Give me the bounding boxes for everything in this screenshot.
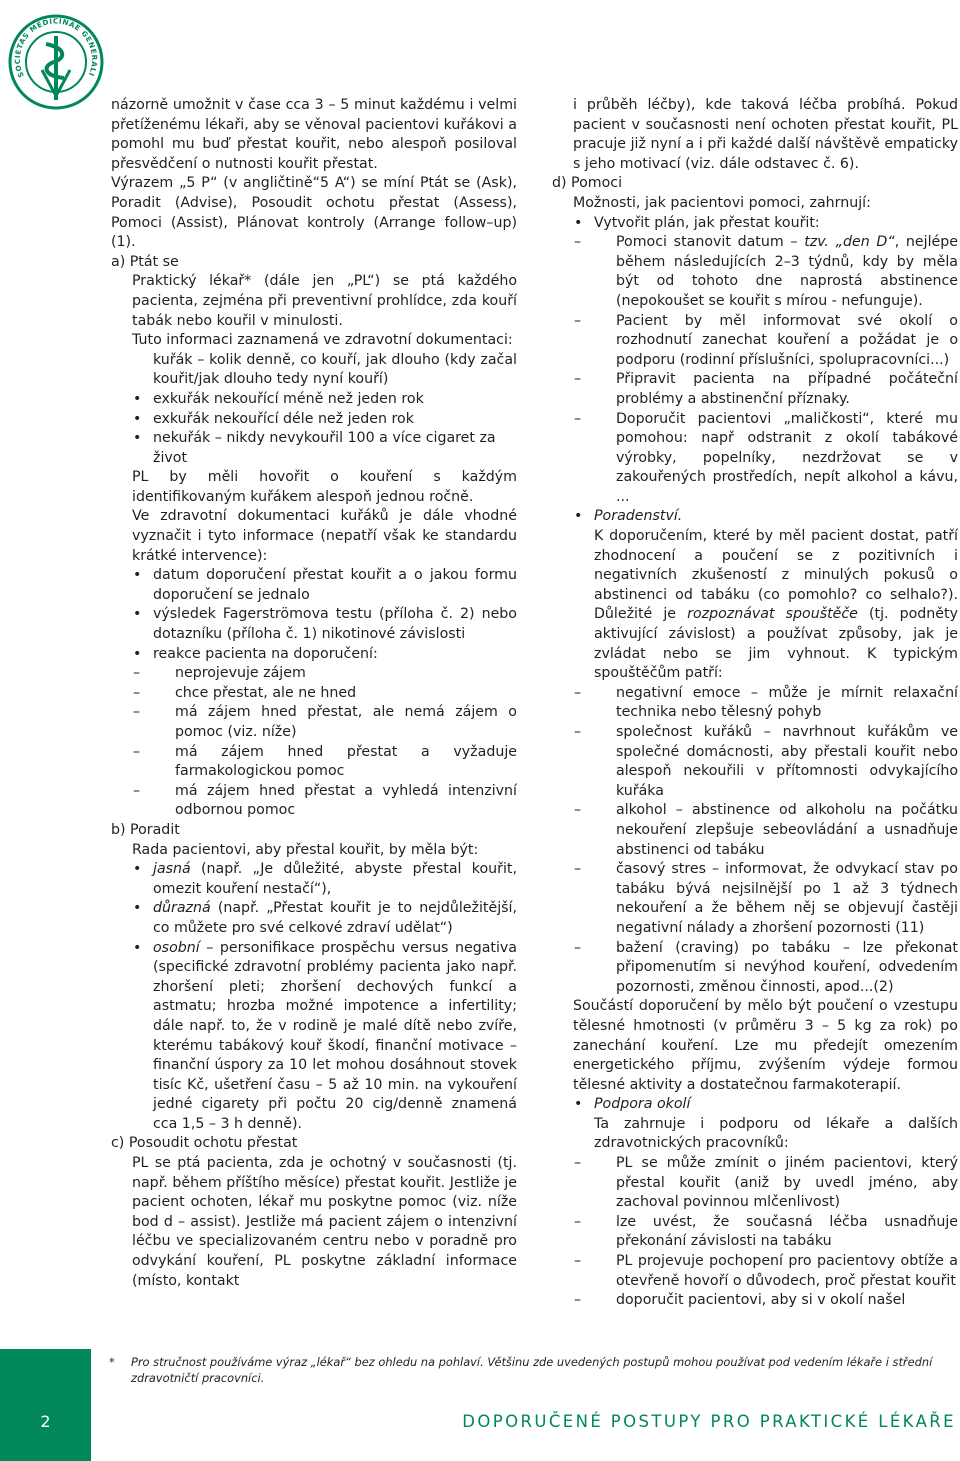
section-heading: c) Posoudit ochotu přestat [111,1135,298,1152]
paragraph: i průběh léčby), kde taková léčba probíhá. Pokud pacient v současnosti není ochoten přestat kouřit, PL pracuje již nyní a i při každé další návštěvě empaticky s jeho motivací (viz. dále odstavec č. 6). [573,97,958,172]
list-item: – doporučit pacientovi, aby si v okolí našel [552,1291,958,1311]
emphasis: jasná [153,861,191,878]
list-item-text: , nejlépe během následujících 2–3 týdnů, kdy by měla být od tohoto dne naprostá abstinence (nepokoušet se kouřit s mírou - nefunguje). [616,234,958,309]
list-item: • exkuřák nekouřící déle než jeden rok [111,410,517,430]
list-item [552,1095,958,1115]
emphasis: tzv. „den D“ [804,234,895,251]
list-item: • datum doporučení přestat kouřit a o jakou formu doporučení se jednalo [111,566,517,605]
list-item: – alkohol – abstinence od alkoholu na počátku nekouření zlepšuje sebeovládání a usnadňuje abstinenci od tabáku [552,801,958,860]
list-item: – PL se může zmínit o jiném pacientovi, který přestal kouřit (aniž by uvedl jméno, aby zachoval povinnou mlčenlivost) [552,1154,958,1213]
list-item-text: (např. „Je důležité, abyste přestal kouřit, omezit kouření nestačí“), [153,861,517,897]
list-item: – má zájem hned přestat a vyžaduje farmakologickou pomoc [111,743,517,782]
list-item: – časový stres – informovat, že odvykací stav po tabáku bývá nejsilnější po 1 až 3 týdnech nekouření a že během něj se objevují častěji negativní nálady a zhoršení pozornosti (11) [552,860,958,938]
paragraph [552,527,958,684]
paragraph-text: K doporučením, které by měl pacient dostat, patří zhodnocení a poučení se z pozitivních i negativních zkušeností z minulých pokusů o abstinenci od tabáku (co pomohlo? co selhalo?). Důležité je [594,528,958,623]
list-item: – bažení (craving) po tabáku – lze překonat připomenutím si nevýhod kouření, odvedením pozornosti, změnou činnosti, apod...(2) [552,939,958,998]
footnote-mark: * [109,1355,115,1369]
list-item-text: (např. „Přestat kouřit je to nejdůležitější, co můžete pro své celkové zdraví udělat“) [153,900,517,936]
footnote [111,1354,956,1386]
footer-title: DOPORUČENÉ POSTUPY PRO PRAKTICKÉ LÉKAŘE [462,1412,956,1431]
list-item: • nekuřák – nikdy nevykouřil 100 a více cigaret za život [111,429,517,468]
paragraph: názorně umožnit v čase cca 3 – 5 minut každému i velmi přetíženému lékaři, aby se věnoval pacientovi kuřákovi a pomohl mu buď přestat kouřit, nebo alespoň posiloval přesvědčení o nutnosti kouřit přestat. [111,97,517,172]
list-item-text: – personifikace prospěchu versus negativa (specifické zdravotní problémy pacienta jako např. zhoršení pleti; zhoršení dechových funkcí a astmatu; hrozba možné impotence a infertility; dále např. to, že v rodině je malé dítě nebo zvíře, kterému tabákový kouř škodí, finanční motivace – finanční úspory za 10 let mohou dosáhnout stovek tisíc Kč, ušetření času – 5 až 10 min. na vykouření jedné cigarety při počtu 20 cig/denně znamená cca 1,5 – 3 h denně). [153,939,517,1132]
page-number: 2 [40,1412,51,1431]
list-item [111,860,517,899]
list-item: – má zájem hned přestat a vyhledá intenzivní odbornou pomoc [111,782,517,821]
list-item: kuřák – kolik denně, co kouří, jak dlouho (kdy začal kouřit/jak dlouho tedy nyní kouří) [153,351,517,388]
paragraph: PL se ptá pacienta, zda je ochotný v současnosti (tj. např. během příštího měsíce) přestat kouřit. Jestliže je pacient ochoten, lékař mu poskytne pomoc (viz. níže bod d – assist). Jestliže má pacient zájem o intenzivní léčbu ve specializovaném centru nebo v poradně pro odvykání kouření, PL poskytne základní informace (místo, kontakt [132,1155,517,1289]
list-item: – neprojevuje zájem [111,664,517,684]
paragraph: Součástí doporučení by mělo být poučení o vzestupu tělesné hmotnosti (v průměru 3 – 5 kg za rok) po zanechání kouření. Lze mu předejít omezením energetického příjmu, zvýšením výdeje formou tělesné aktivity a dostatečnou farmakoterapií. [573,998,958,1093]
paragraph: Možnosti, jak pacientovi pomoci, zahrnují: [573,194,871,211]
list-item [552,233,958,311]
page-number-bar [0,1349,91,1461]
right-column [552,96,958,1311]
paragraph: Výrazem „5 P“ (v angličtině“5 A“) se míní Ptát se (Ask), Poradit (Advise), Posoudit ochotu přestat (Assess), Pomoci (Assist), Plánovat kontroly (Arrange follow–up) (1). [111,175,517,251]
list-item: • exkuřák nekouřící méně než jeden rok [111,390,517,410]
list-item: – Připravit pacienta na případné počáteční problémy a abstinenční příznaky. [552,370,958,409]
list-item: – společnost kuřáků – navrhnout kuřákům ve společné domácnosti, aby přestali kouřit nebo alespoň nekouřili v přítomnosti odvykajícího kuřáka [552,723,958,801]
svg-text:SOCIETAS MEDICINAE GENERALIS B: SOCIETAS MEDICINAE GENERALI [12,16,100,79]
list-item [111,939,517,1135]
section-heading: b) Poradit [111,821,180,838]
paragraph: PL by měli hovořit o kouření s každým identifikovaným kuřákem alespoň jednou ročně. [132,469,517,505]
list-item: • Vytvořit plán, jak přestat kouřit: [552,214,958,234]
section-heading: a) Ptát se [111,253,179,270]
footnote-text: Pro stručnost používáme výraz „lékař“ bez ohledu na pohlaví. Většinu zde uvedených postupů mohou používat pod vedením lékaře i střední zdravotničtí pracovníci. [131,1355,933,1385]
section-heading: d) Pomoci [552,175,623,192]
paragraph: Ta zahrnuje i podporu od lékaře a dalších zdravotnických pracovníků: [594,1115,958,1152]
list-item: – Pacient by měl informovat své okolí o rozhodnutí zanechat kouření a požádat je o podporu (rodinní příslušníci, spolupracovníci...) [552,312,958,371]
list-item-text: Pomoci stanovit datum – [616,234,805,251]
list-item: – chce přestat, ale ne hned [111,684,517,704]
emphasis: rozpoznávat spouštěče [687,606,858,623]
paragraph: Tuto informaci zaznamená ve zdravotní dokumentaci: [132,332,513,349]
paragraph: Rada pacientovi, aby přestal kouřit, by měla být: [132,841,479,858]
emphasis: Poradenství. [594,508,683,525]
list-item [111,899,517,938]
list-item: • výsledek Fagerströmova testu (příloha č. 2) nebo dotazníku (příloha č. 1) nikotinové závislosti [111,605,517,644]
list-item: – negativní emoce – může je mírnit relaxační technika nebo tělesný pohyb [552,684,958,723]
list-item: – PL projevuje pochopení pro pacientovy obtíže a otevřeně hovoří o důvodech, proč přestat kouřit [552,1252,958,1291]
paragraph: Ve zdravotní dokumentaci kuřáků je dále vhodné vyznačit i tyto informace (nepatří však ke standardu krátké intervence): [132,508,517,564]
list-item [552,507,958,527]
society-logo [6,4,106,122]
list-item: • reakce pacienta na doporučení: [111,645,517,665]
emphasis: osobní [153,939,200,956]
paragraph: Praktický lékař* (dále jen „PL“) se ptá každého pacienta, zejména při preventivní prohlídce, zda kouří tabák nebo kouřil v minulosti. [132,273,517,329]
left-column [111,96,517,1291]
emphasis: důrazná [153,900,211,917]
list-item: – Doporučit pacientovi „maličkosti“, které mu pomohou: např odstranit z okolí tabákové výrobky, popelníky, nezdržovat se v zakouřených prostředích, nepít alkohol a kávu, ... [552,410,958,508]
list-item: – má zájem hned přestat, ale nemá zájem o pomoc (viz. níže) [111,703,517,742]
list-item: – lze uvést, že současná léčba usnadňuje překonání závislosti na tabáku [552,1213,958,1252]
paragraph-text: (tj. podněty aktivující závislost) a používat způsoby, jak je zvládat nebo se jim vyhnout. K typickým spouštěčům patří: [594,606,958,682]
emphasis: Podpora okolí [594,1096,691,1113]
